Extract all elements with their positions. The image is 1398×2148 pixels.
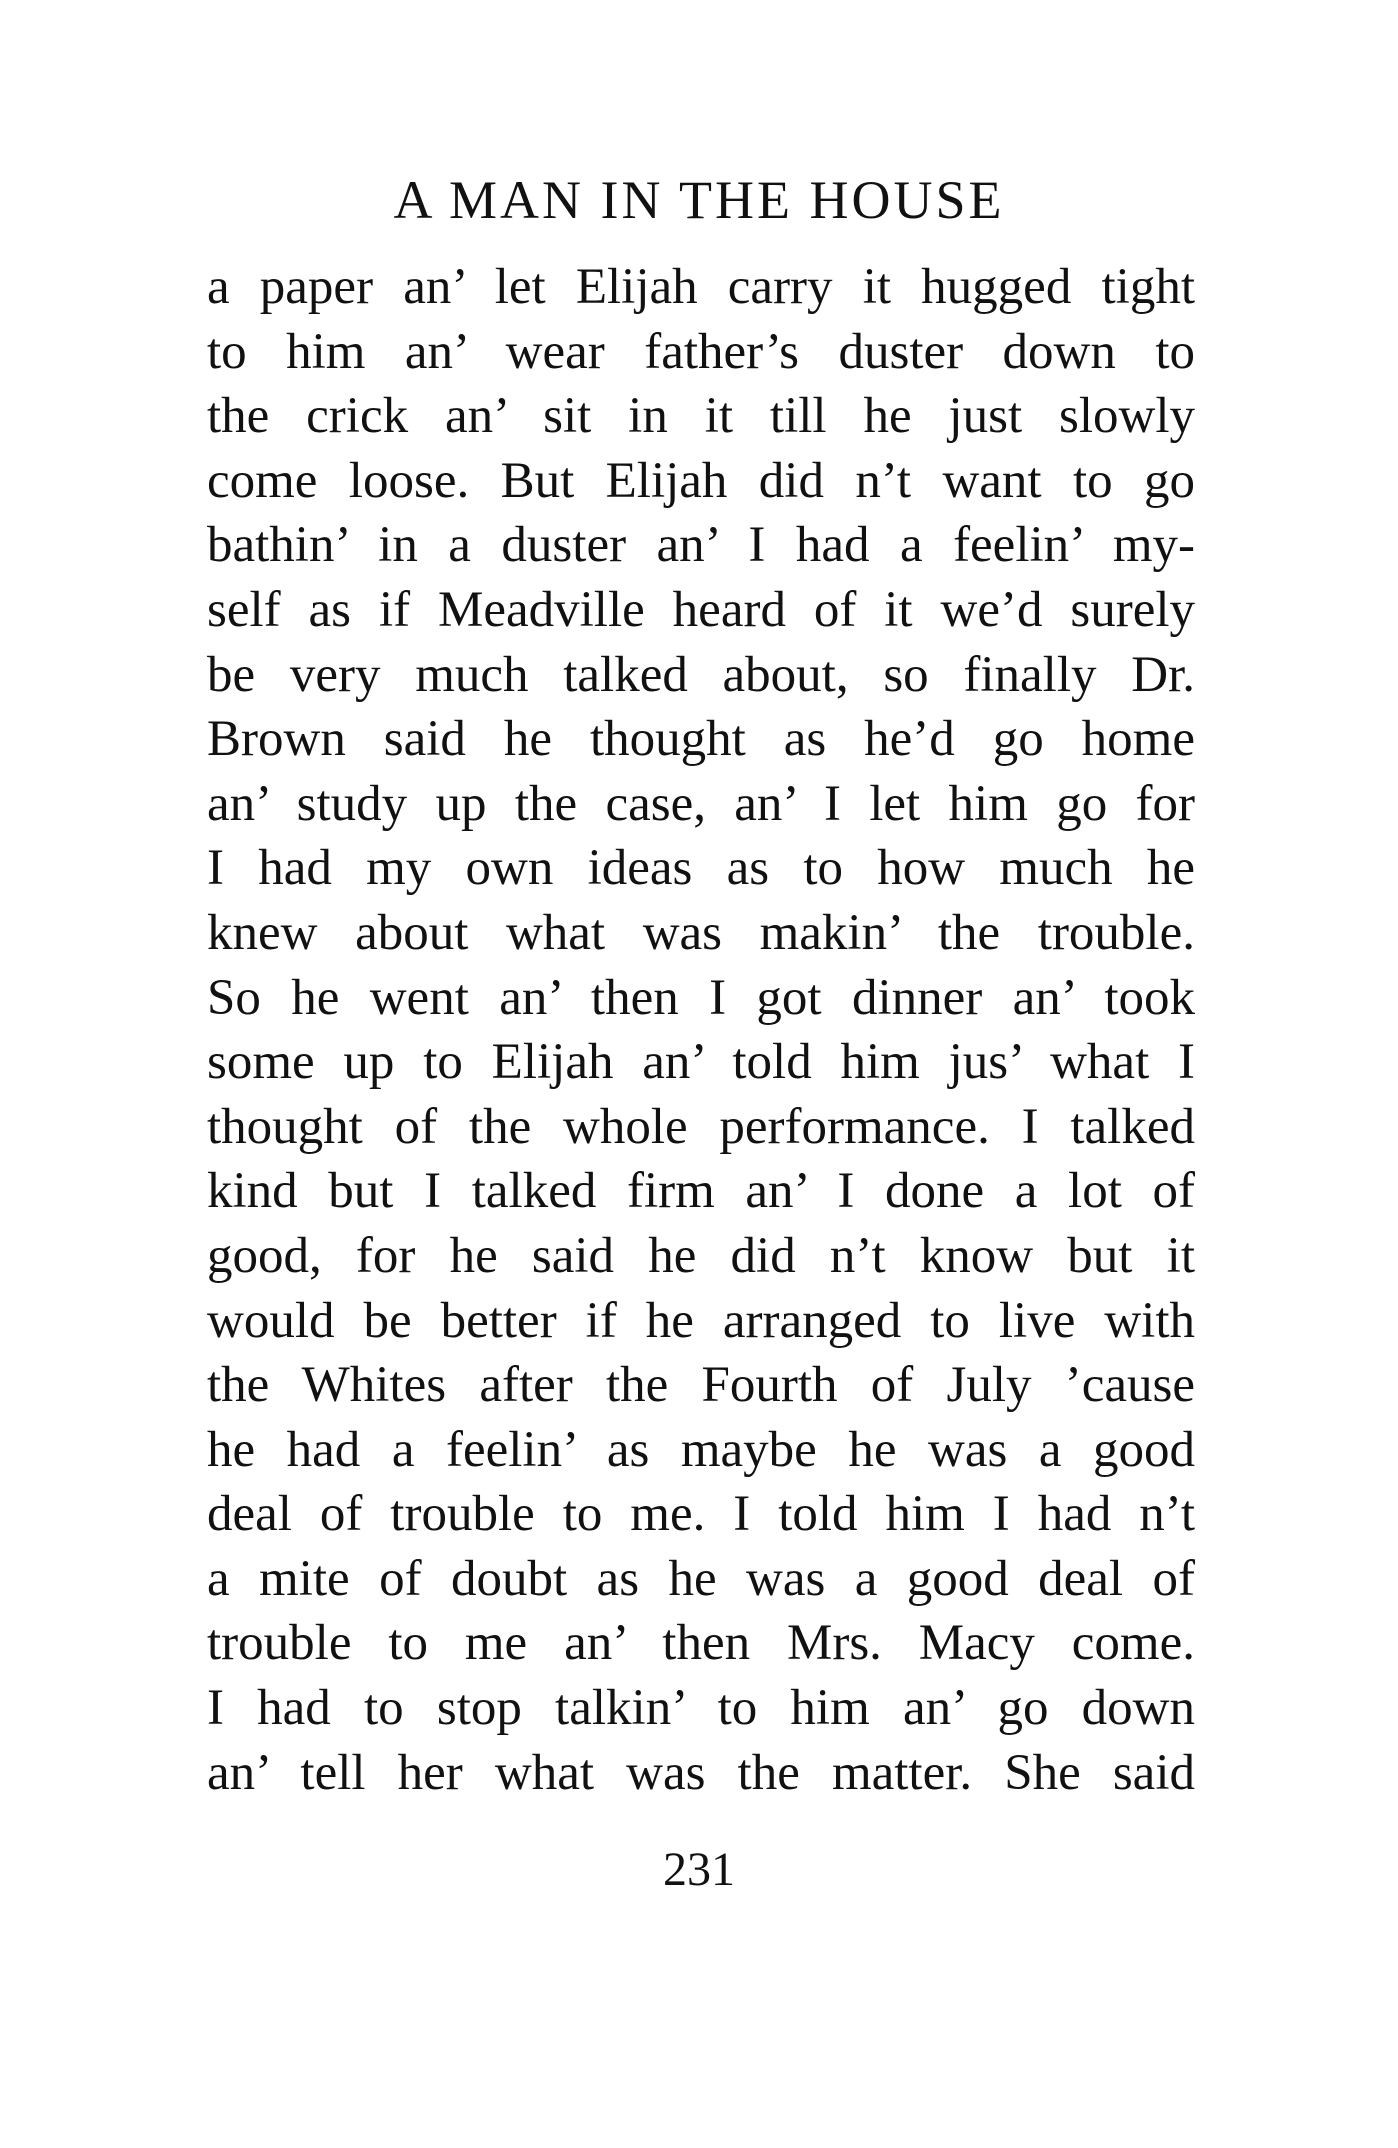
- text-line: thought of the whole performance. I talked: [207, 1098, 1195, 1155]
- running-head: A MAN IN THE HOUSE: [393, 170, 1005, 230]
- text-line: would be better if he arranged to live with: [207, 1292, 1195, 1349]
- text-line: Brown said he thought as he’d go home: [207, 711, 1195, 768]
- body-text: [207, 255, 1195, 1805]
- text-line: he had a feelin’ as maybe he was a good: [207, 1421, 1195, 1478]
- text-line: knew about what was makin’ the trouble.: [207, 904, 1195, 961]
- text-line: trouble to me an’ then Mrs. Macy come.: [207, 1615, 1195, 1672]
- text-line: be very much talked about, so finally Dr.: [207, 646, 1195, 703]
- text-line: an’ study up the case, an’ I let him go for: [207, 775, 1195, 832]
- text-line: self as if Meadville heard of it we’d surely: [207, 581, 1195, 638]
- page-number: 231: [663, 1843, 735, 1896]
- text-line: an’ tell her what was the matter. She said: [207, 1744, 1195, 1801]
- text-line: So he went an’ then I got dinner an’ took: [207, 969, 1195, 1026]
- text-line: I had to stop talkin’ to him an’ go down: [207, 1680, 1195, 1737]
- text-line: good, for he said he did n’t know but it: [207, 1227, 1195, 1284]
- text-line: the Whites after the Fourth of July ’cause: [207, 1357, 1195, 1414]
- text-line: to him an’ wear father’s duster down to: [207, 323, 1195, 380]
- text-line: some up to Elijah an’ told him jus’ what I: [207, 1034, 1195, 1091]
- text-line: bathin’ in a duster an’ I had a feelin’ my-: [207, 517, 1195, 574]
- text-line: the crick an’ sit in it till he just slowly: [207, 388, 1195, 445]
- text-line: I had my own ideas as to how much he: [207, 840, 1195, 897]
- text-line: deal of trouble to me. I told him I had n’t: [207, 1486, 1195, 1543]
- text-line: a mite of doubt as he was a good deal of: [207, 1550, 1195, 1607]
- text-line: kind but I talked firm an’ I done a lot of: [207, 1163, 1195, 1220]
- text-line: a paper an’ let Elijah carry it hugged tight: [207, 259, 1195, 315]
- text-line: come loose. But Elijah did n’t want to go: [207, 452, 1195, 509]
